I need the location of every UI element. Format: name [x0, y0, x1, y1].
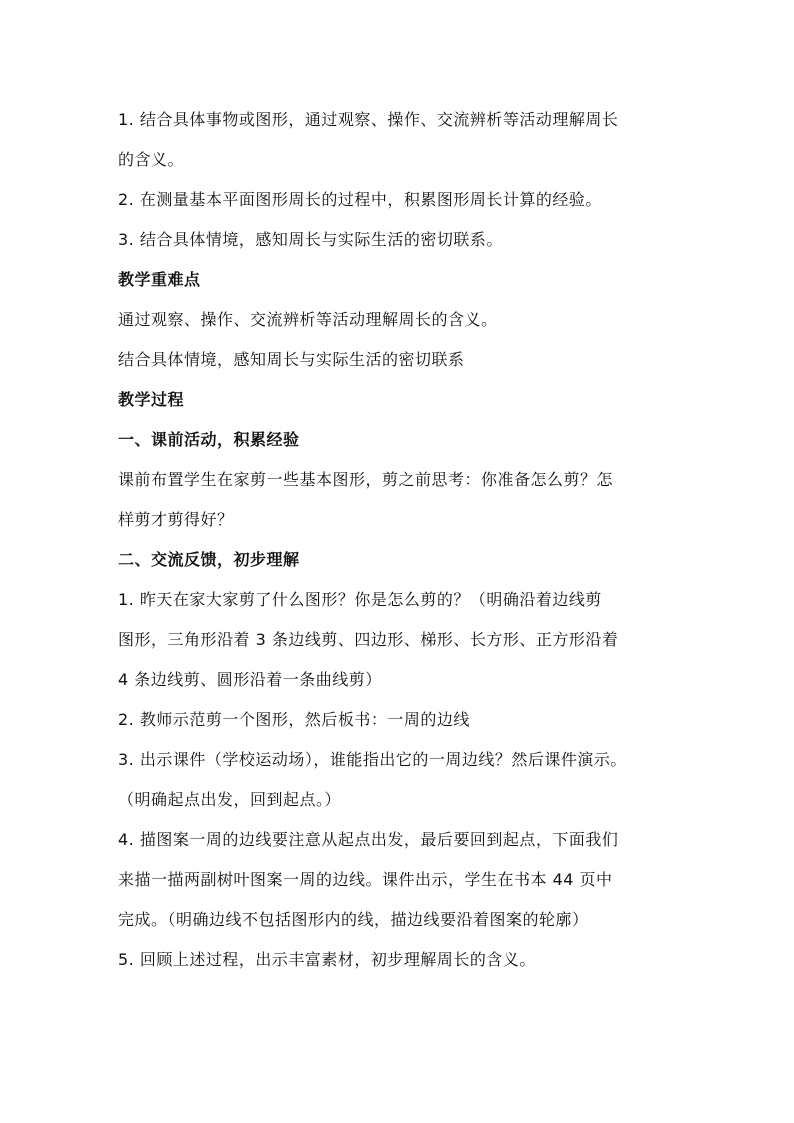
paragraph-line: 4 条边线剪、圆形沿着一条曲线剪）: [118, 670, 382, 689]
paragraph-line: 课前布置学生在家剪一些基本图形，剪之前思考：你准备怎么剪？怎: [118, 470, 614, 489]
section-heading: 教学重难点: [118, 270, 201, 289]
section-heading: 教学过程: [118, 390, 185, 409]
paragraph-line: 样剪才剪得好？: [118, 510, 234, 529]
paragraph-line: 2. 在测量基本平面图形周长的过程中，积累图形周长计算的经验。: [118, 190, 602, 209]
paragraph-line: （明确起点出发，回到起点。）: [118, 790, 342, 809]
paragraph-line: 结合具体情境，感知周长与实际生活的密切联系: [118, 350, 465, 369]
section-heading: 二、交流反馈，初步理解: [118, 550, 300, 569]
paragraph-line: 完成。（明确边线不包括图形内的线，描边线要沿着图案的轮廓）: [118, 910, 589, 929]
section-heading: 一、课前活动，积累经验: [118, 430, 300, 449]
paragraph-line: 通过观察、操作、交流辨析等活动理解周长的含义。: [118, 310, 498, 329]
paragraph-line: 来描一描两副树叶图案一周的边线。课件出示，学生在书本 44 页中: [118, 870, 613, 889]
paragraph-line: 1. 昨天在家大家剪了什么图形？你是怎么剪的？（明确沿着边线剪: [118, 590, 602, 609]
paragraph-line: 的含义。: [118, 150, 185, 169]
paragraph-line: 2. 教师示范剪一个图形，然后板书：一周的边线: [118, 710, 470, 729]
paragraph-line: 图形，三角形沿着 3 条边线剪、四边形、梯形、长方形、正方形沿着: [118, 630, 619, 649]
paragraph-line: 3. 结合具体情境，感知周长与实际生活的密切联系。: [118, 230, 503, 249]
paragraph-line: 1. 结合具体事物或图形，通过观察、操作、交流辨析等活动理解周长: [118, 110, 619, 129]
paragraph-line: 3. 出示课件（学校运动场），谁能指出它的一周边线？然后课件演示。: [118, 750, 627, 769]
document-body: [118, 100, 678, 980]
paragraph-line: 4. 描图案一周的边线要注意从起点出发，最后要回到起点，下面我们: [118, 830, 619, 849]
paragraph-line: 5. 回顾上述过程，出示丰富素材，初步理解周长的含义。: [118, 950, 536, 969]
